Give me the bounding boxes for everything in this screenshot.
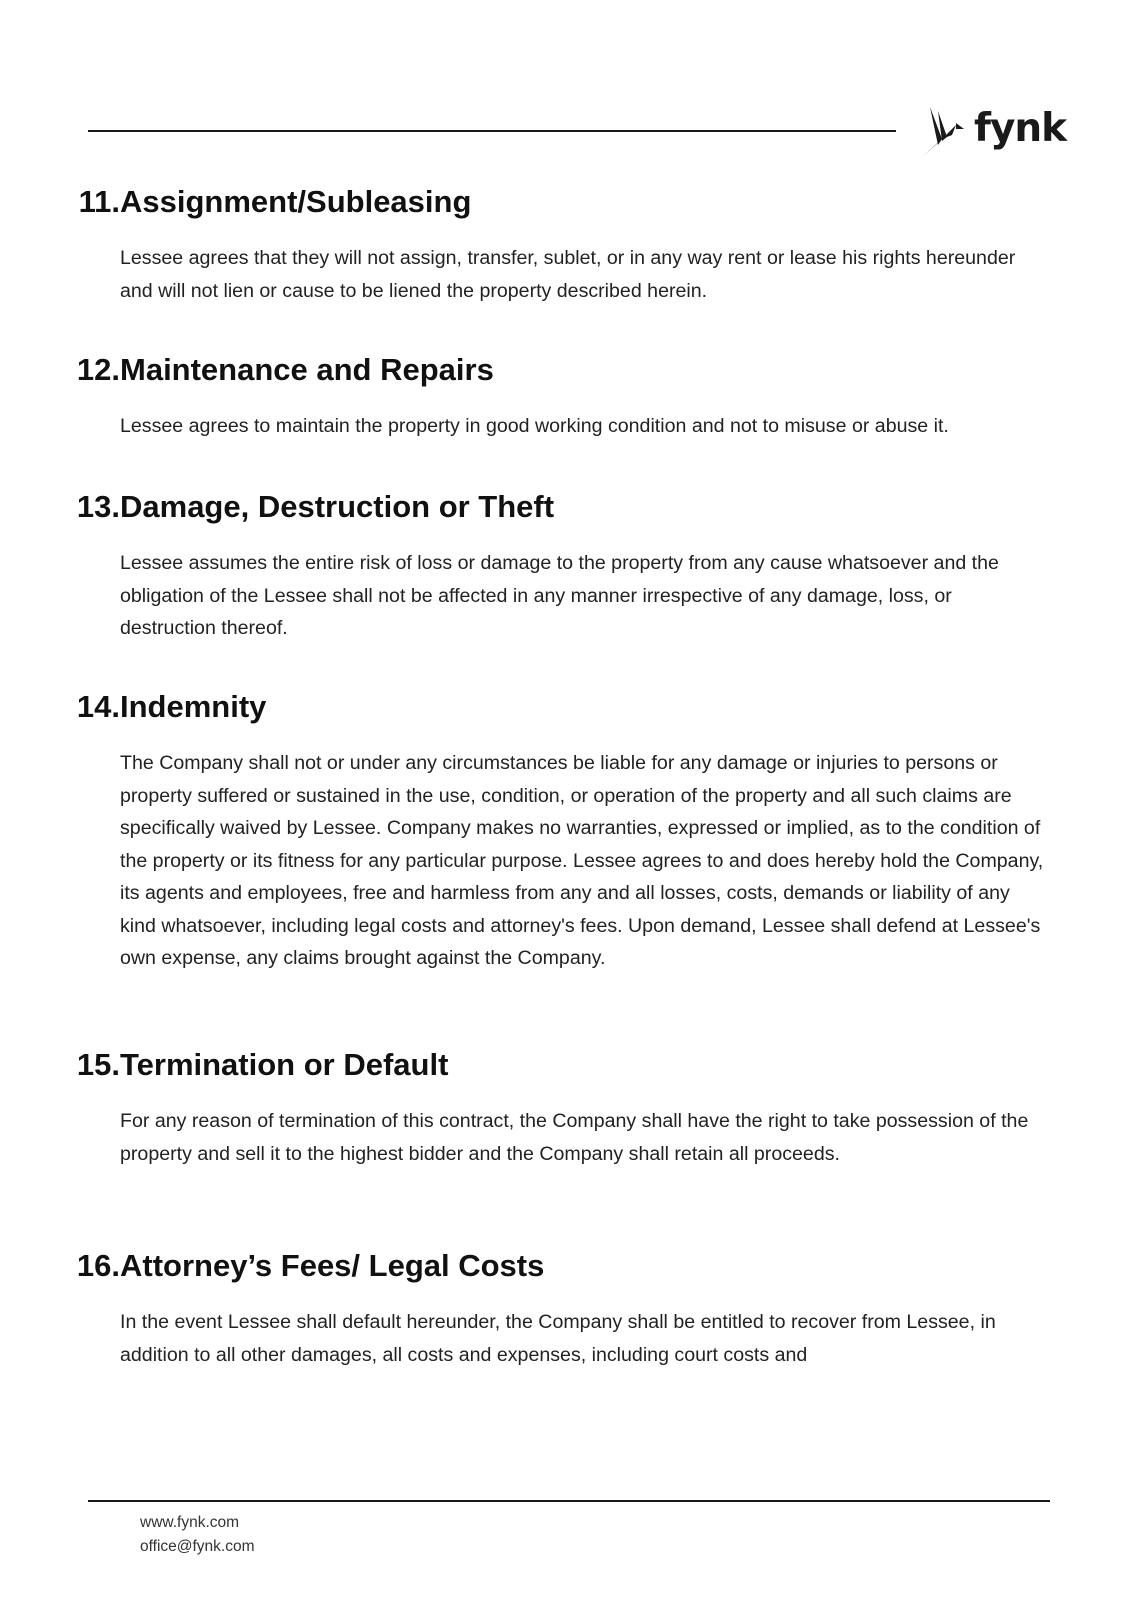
section-body: Lessee assumes the entire risk of loss or damage to the property from any cause whatsoever and the obligation of the Lessee shall not be affected in any manner irrespective of any damage, loss, or destruction thereof. [120,552,999,639]
section-number: 14. [76,689,120,724]
section-title: Damage, Destruction or Theft [120,489,555,524]
header-divider [88,130,896,132]
brand-logo [920,104,1066,160]
section-body: The Company shall not or under any circumstances be liable for any damage or injuries to persons or property suffered or sustained in the use, condition, or operation of the property and all such claims are specifically waived by Lessee. Company makes no warranties, expressed or implied, as to the condition of the property or its fitness for any particular purpose. Lessee agrees to and does hereby hold the Company, its agents and employees, free and harmless from any and all losses, costs, demands or liability of any kind whatsoever, including legal costs and attorney's fees. Upon demand, Lessee shall defend at Lessee's own expense, any claims brought against the Company. [120,752,1044,969]
section-title: Indemnity [120,689,267,724]
section-number: 15. [76,1047,120,1082]
section-title: Termination or Default [120,1047,449,1082]
footer-email-link[interactable]: office@fynk.com [140,1538,255,1555]
section-body: For any reason of termination of this contract, the Company shall have the right to take possession of the property and sell it to the highest bidder and the Company shall retain all proceeds. [120,1110,1029,1165]
section-title: Assignment/Subleasing [120,184,472,219]
section-body: In the event Lessee shall default hereunder, the Company shall be entitled to recover from Lessee, in addition to all other damages, all costs and expenses, including court costs and [120,1311,996,1366]
section-title: Attorney’s Fees/ Legal Costs [120,1248,545,1283]
bird-icon [920,105,966,159]
footer-divider [88,1500,1050,1502]
footer-contact [140,1511,255,1559]
section-number: 13. [76,489,120,524]
section-body: Lessee agrees that they will not assign, transfer, sublet, or in any way rent or lease his rights hereunder and will not lien or cause to be liened the property described herein. [120,247,1016,302]
section-number: 16. [76,1248,120,1283]
section-number: 12. [76,352,120,387]
brand-name: fynk [974,105,1067,151]
section-title: Maintenance and Repairs [120,352,494,387]
section-body: Lessee agrees to maintain the property in good working condition and not to misuse or abuse it. [120,415,949,437]
section-number: 11. [78,184,120,219]
footer-website-link[interactable]: www.fynk.com [140,1514,240,1531]
